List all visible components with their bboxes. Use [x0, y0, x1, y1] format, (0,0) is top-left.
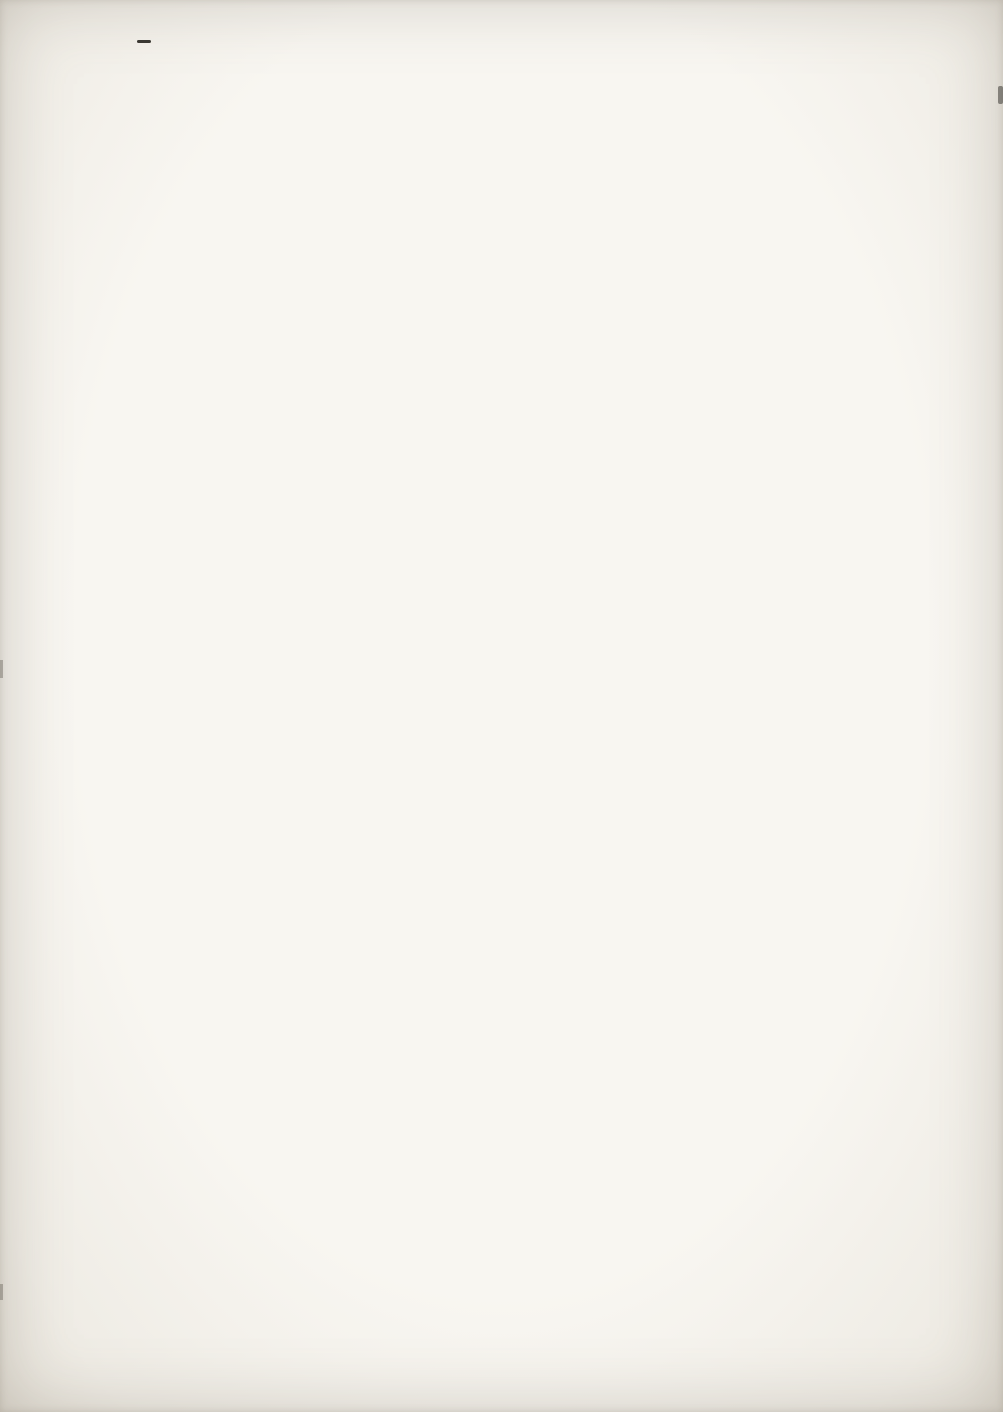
scan-artifact: [137, 40, 151, 43]
scan-artifact: [0, 660, 3, 678]
scan-artifact: [0, 1284, 3, 1300]
scan-artifact: [998, 86, 1003, 104]
